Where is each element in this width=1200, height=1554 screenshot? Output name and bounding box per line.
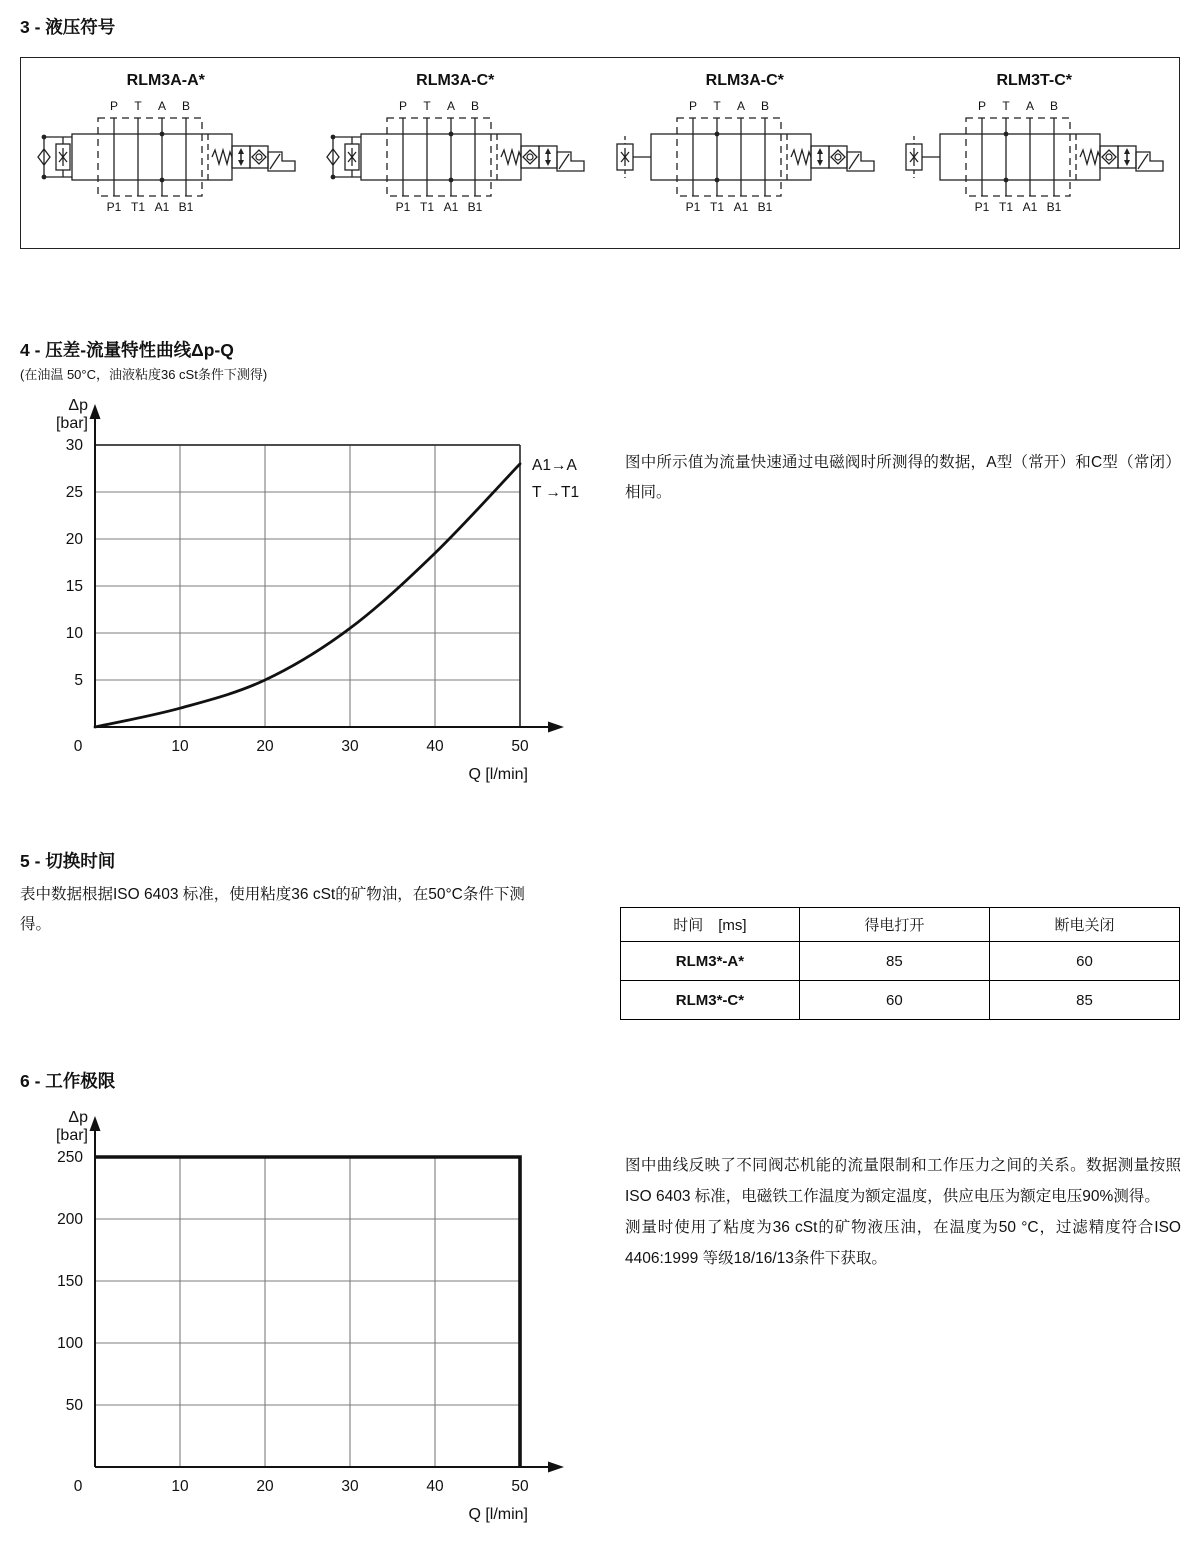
svg-text:Q [l/min]: Q [l/min]: [468, 766, 528, 783]
table-header-deenergize-close: 断电关闭: [989, 908, 1179, 942]
symbol-title-2: RLM3A-C*: [416, 72, 495, 89]
symbol-title-1: RLM3A-A*: [126, 72, 205, 89]
svg-text:T1: T1: [999, 200, 1014, 214]
svg-text:B1: B1: [178, 200, 194, 214]
hydraulic-symbol-svg-1: [36, 92, 296, 232]
hydraulic-symbols-panel: [20, 57, 1180, 249]
dp-q-chart: [0, 390, 590, 790]
svg-text:P1: P1: [974, 200, 990, 214]
svg-text:10: 10: [171, 1478, 189, 1495]
svg-text:5: 5: [74, 672, 83, 689]
svg-text:Q [l/min]: Q [l/min]: [468, 1506, 528, 1523]
svg-text:15: 15: [65, 578, 83, 595]
svg-text:100: 100: [57, 1335, 83, 1352]
section6-title: 6 - 工作极限: [20, 1071, 116, 1091]
svg-text:40: 40: [426, 738, 444, 755]
svg-text:T: T: [134, 99, 142, 113]
svg-text:A1: A1: [1022, 200, 1038, 214]
table-header-row: [621, 908, 1180, 942]
section6-note-1: 图中曲线反映了不同阀芯机能的流量限制和工作压力之间的关系。数据测量按照ISO 6403 标准，电磁铁工作温度为额定温度，供应电压为额定电压90%测得。: [625, 1157, 1181, 1205]
table-cell-model-a: RLM3*-A*: [621, 942, 800, 981]
svg-text:B1: B1: [757, 200, 773, 214]
svg-text:50: 50: [511, 738, 529, 755]
svg-text:A: A: [1026, 99, 1035, 113]
svg-text:20: 20: [256, 738, 274, 755]
table-cell-open-c: 60: [799, 981, 989, 1020]
svg-text:B1: B1: [467, 200, 483, 214]
svg-text:A: A: [736, 99, 745, 113]
section5-note: 表中数据根据ISO 6403 标准，使用粘度36 cSt的矿物油，在50°C条件下测得。: [20, 886, 525, 933]
section6-note-2: 测量时使用了粘度为36 cSt的矿物液压油，在温度为50 °C，过滤精度符合ISO 4406:1999 等级18/16/13条件下获取。: [625, 1219, 1181, 1267]
symbol-title-3: RLM3A-C*: [705, 72, 784, 89]
svg-text:T: T: [713, 99, 721, 113]
switching-time-table: [620, 907, 1180, 1020]
svg-text:P: P: [978, 99, 987, 113]
table-cell-close-a: 60: [989, 942, 1179, 981]
svg-text:P1: P1: [395, 200, 411, 214]
hydraulic-symbol-svg-3: [615, 92, 875, 232]
table-row: [621, 981, 1180, 1020]
svg-text:B: B: [1050, 99, 1059, 113]
svg-text:T1: T1: [420, 200, 435, 214]
svg-text:P1: P1: [685, 200, 701, 214]
section5-title: 5 - 切换时间: [20, 851, 116, 871]
svg-text:30: 30: [65, 437, 83, 454]
table-row: [621, 942, 1180, 981]
hydraulic-symbol-svg-4: [904, 92, 1164, 232]
table-header-time: 时间 [ms]: [621, 908, 800, 942]
svg-text:50: 50: [65, 1397, 83, 1414]
svg-text:A1: A1: [154, 200, 170, 214]
symbol-cell-1: [21, 58, 311, 248]
symbol-cell-4: [890, 58, 1180, 248]
table-cell-model-c: RLM3*-C*: [621, 981, 800, 1020]
svg-text:A: A: [447, 99, 456, 113]
svg-text:P: P: [688, 99, 697, 113]
svg-text:T1: T1: [709, 200, 724, 214]
svg-text:0: 0: [73, 738, 83, 755]
svg-text:30: 30: [341, 738, 359, 755]
svg-text:30: 30: [341, 1478, 359, 1495]
svg-text:T1: T1: [130, 200, 145, 214]
svg-text:25: 25: [65, 484, 83, 501]
svg-text:P1: P1: [106, 200, 122, 214]
section4-note: 图中所示值为流量快速通过电磁阀时所测得的数据，A型（常开）和C型（常闭）相同。: [625, 454, 1173, 501]
symbol-cell-2: [311, 58, 601, 248]
table-header-energize-open: 得电打开: [799, 908, 989, 942]
section3-title: 3 - 液压符号: [20, 17, 116, 37]
svg-text:A: A: [157, 99, 166, 113]
svg-text:Δp: Δp: [68, 397, 88, 414]
svg-text:150: 150: [57, 1273, 83, 1290]
svg-text:T →T1: T →T1: [532, 484, 580, 501]
svg-text:A1: A1: [443, 200, 459, 214]
svg-text:B: B: [471, 99, 480, 113]
svg-text:[bar]: [bar]: [55, 1127, 88, 1144]
section4-subtitle: (在油温 50°C，油液粘度36 cSt条件下测得): [20, 367, 268, 382]
svg-text:P: P: [399, 99, 408, 113]
symbol-cell-3: [600, 58, 890, 248]
svg-text:B: B: [181, 99, 190, 113]
svg-text:B1: B1: [1046, 200, 1062, 214]
operating-limit-chart: [0, 1100, 590, 1550]
svg-text:A1→A: A1→A: [532, 457, 577, 474]
svg-text:0: 0: [73, 1478, 83, 1495]
svg-text:20: 20: [65, 531, 83, 548]
section4-title: 4 - 压差-流量特性曲线Δp-Q: [20, 340, 234, 360]
svg-text:40: 40: [426, 1478, 444, 1495]
table-cell-open-a: 85: [799, 942, 989, 981]
svg-text:20: 20: [256, 1478, 274, 1495]
svg-text:10: 10: [171, 738, 189, 755]
table-cell-close-c: 85: [989, 981, 1179, 1020]
svg-text:T: T: [423, 99, 431, 113]
svg-text:Δp: Δp: [68, 1109, 88, 1126]
hydraulic-symbol-svg-2: [325, 92, 585, 232]
svg-text:B: B: [760, 99, 769, 113]
svg-text:10: 10: [65, 625, 83, 642]
svg-text:T: T: [1002, 99, 1010, 113]
svg-text:[bar]: [bar]: [55, 415, 88, 432]
svg-text:50: 50: [511, 1478, 529, 1495]
svg-text:A1: A1: [733, 200, 749, 214]
svg-text:250: 250: [57, 1149, 83, 1166]
svg-text:P: P: [109, 99, 118, 113]
svg-text:200: 200: [57, 1211, 83, 1228]
symbol-title-4: RLM3T-C*: [996, 72, 1073, 89]
